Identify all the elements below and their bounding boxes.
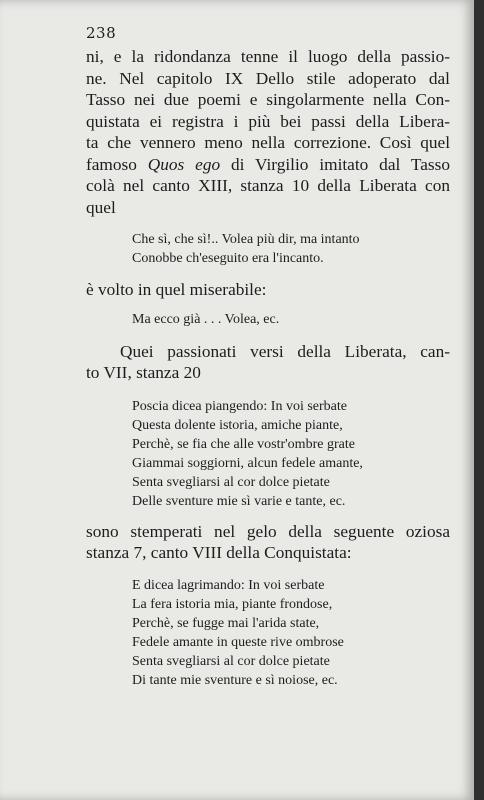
text-line: quistata ei registra i più bei passi della Libera- — [86, 111, 450, 131]
text-line: ne. Nel capitolo IX Dello stile adoperato dal — [86, 68, 450, 88]
paragraph-4 — [86, 521, 450, 564]
verse-line: Perchè, se fugge mai l'arida state, — [132, 615, 320, 631]
verse-quote-1 — [86, 230, 450, 268]
verse-quote-3 — [86, 397, 450, 511]
text-fragment: di Virgilio imitato dal Tasso — [220, 154, 450, 174]
text-line: quel — [86, 197, 116, 217]
verse-line: Ma ecco già . . . Volea, ec. — [132, 311, 280, 327]
verse-quote-2 — [86, 310, 450, 329]
verse-line: Poscia dicea piangendo: In voi serbate — [132, 398, 347, 414]
paragraph-3 — [86, 341, 450, 384]
page-number: 238 — [86, 24, 117, 42]
verse-line: Delle sventure mie sì varie e tante, ec. — [132, 493, 346, 509]
text-line: ni, e la ridondanza tenne il luogo della passio- — [86, 47, 450, 66]
verse-line: Senta svegliarsi al cor dolce pietate — [132, 474, 330, 490]
verse-line: Fedele amante in queste rive ombrose — [132, 634, 344, 650]
verse-line: Perchè, se fia che alle vostr'ombre grate — [132, 436, 355, 452]
text-line: colà nel canto XIII, stanza 10 della Liberata con — [86, 176, 450, 195]
verse-line: La fera istoria mia, piante frondose, — [132, 596, 333, 612]
verse-line: Che sì, che sì!.. Volea più dir, ma intanto — [132, 232, 360, 247]
verse-line: Giammai soggiorni, alcun fedele amante, — [132, 455, 363, 471]
page-body — [86, 46, 450, 690]
page-edge-shadow — [474, 0, 484, 800]
text-line: stanza 7, canto VIII della Conquistata: — [86, 543, 352, 562]
text-line: Tasso nei due poemi e singolarmente nella Con- — [86, 90, 450, 109]
paragraph-1 — [86, 46, 450, 218]
text-line: ta che vennero meno nella correzione. Così quel — [86, 133, 450, 152]
text-line: Quei passionati versi della Liberata, can- — [120, 341, 450, 361]
text-line-with-italic — [86, 154, 450, 176]
verse-quote-4 — [86, 576, 450, 690]
verse-line: Questa dolente istoria, amiche piante, — [132, 417, 343, 433]
paragraph-2 — [86, 279, 450, 301]
verse-line: Senta svegliarsi al cor dolce pietate — [132, 653, 330, 669]
text-line: è volto in quel miserabile: — [86, 280, 267, 299]
text-fragment: famoso — [86, 154, 148, 174]
text-line: sono stemperati nel gelo della seguente oziosa — [86, 521, 450, 541]
verse-line: Conobbe ch'eseguito era l'incanto. — [132, 251, 324, 266]
verse-line: E dicea lagrimando: In voi serbate — [132, 577, 325, 593]
italic-title: Quos ego — [147, 154, 221, 174]
text-line: to VII, stanza 20 — [86, 363, 201, 382]
verse-line: Di tante mie sventure e sì noiose, ec. — [132, 672, 338, 688]
